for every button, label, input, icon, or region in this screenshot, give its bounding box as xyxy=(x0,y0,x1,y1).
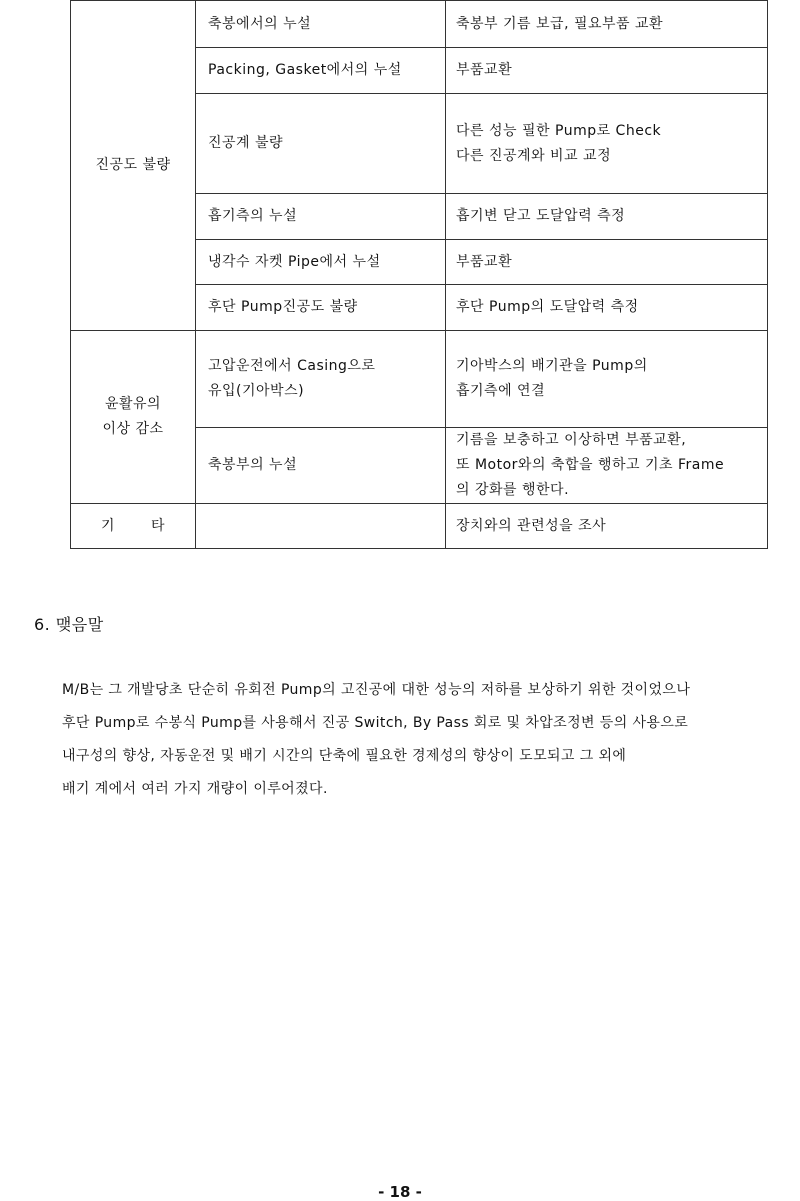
cause-cell xyxy=(196,285,446,331)
category-cell xyxy=(71,1,196,331)
cell-text-line: 진공계 불량 xyxy=(208,135,284,151)
category-cell xyxy=(71,331,196,504)
remedy-cell xyxy=(446,331,768,428)
table-row xyxy=(71,1,768,48)
cell-text-line: 진공도 불량 xyxy=(95,157,171,173)
cell-text-line: 다른 성능 필한 Pump로 Check xyxy=(456,122,662,139)
cell-text-line: 축봉부의 누설 xyxy=(208,457,298,473)
remedy-cell xyxy=(446,240,768,285)
cell-text-line: 고압운전에서 Casing으로 xyxy=(208,358,376,374)
remedy-cell xyxy=(446,194,768,240)
remedy-cell xyxy=(446,94,768,194)
paragraph-line: 내구성의 향상, 자동운전 및 배기 시간의 단축에 필요한 경제성의 향상이 도모되고 그 외에 xyxy=(62,748,627,764)
cause-cell xyxy=(196,94,446,194)
remedy-cell xyxy=(446,285,768,331)
category-char: 기 xyxy=(100,517,115,534)
section-title: 6. 맺음말 xyxy=(34,615,104,634)
cell-text-line: 후단 Pump진공도 불량 xyxy=(208,299,358,315)
table-row xyxy=(71,331,768,428)
conclusion-paragraph xyxy=(62,678,800,810)
cell-text-line: 냉각수 자켓 Pipe에서 누설 xyxy=(208,253,381,270)
cause-cell xyxy=(196,504,446,549)
cause-cell xyxy=(196,1,446,48)
cell-text-line: 다른 진공계와 비교 교정 xyxy=(456,147,612,164)
cell-text-line: 흡기변 닫고 도달압력 측정 xyxy=(456,208,626,224)
page-number: - 18 - xyxy=(378,1183,422,1201)
table-row xyxy=(71,504,768,549)
troubleshooting-table xyxy=(70,0,768,549)
remedy-cell xyxy=(446,504,768,549)
cell-text-line: 축봉부 기름 보급, 필요부품 교환 xyxy=(456,15,664,32)
cell-text-line: 유입(기아박스) xyxy=(208,383,305,399)
cause-cell xyxy=(196,194,446,240)
category-char: 타 xyxy=(151,517,166,534)
cell-text-line: 흡기측의 누설 xyxy=(208,208,298,224)
cell-text-line: 또 Motor와의 축합을 행하고 기초 Frame xyxy=(456,457,725,473)
cell-text-line: 후단 Pump의 도달압력 측정 xyxy=(456,299,639,315)
cause-cell xyxy=(196,331,446,428)
remedy-cell xyxy=(446,428,768,504)
cell-text-line: 윤활유의 xyxy=(104,396,162,412)
cell-text-line: 기름을 보충하고 이상하면 부품교환, xyxy=(456,432,687,448)
cell-text-line: 부품교환 xyxy=(456,253,513,270)
cell-text-line: 부품교환 xyxy=(456,62,513,78)
paragraph-line: 배기 계에서 여러 가지 개량이 이루어졌다. xyxy=(62,781,328,797)
paragraph-line: 후단 Pump로 수봉식 Pump를 사용해서 진공 Switch, By Pass 회로 및 차압조정변 등의 사용으로 xyxy=(62,715,689,731)
cause-cell xyxy=(196,240,446,285)
cell-text-line: 의 강화를 행한다. xyxy=(456,482,570,498)
cell-text-line: 흡기측에 연결 xyxy=(456,383,546,399)
cell-text-line: 장치와의 관련성을 조사 xyxy=(456,517,607,534)
cell-text-line: Packing, Gasket에서의 누설 xyxy=(208,62,402,78)
cell-text-line: 축봉에서의 누설 xyxy=(208,15,312,32)
category-cell xyxy=(71,504,196,549)
category-spread xyxy=(71,514,195,539)
cell-text-line: 이상 감소 xyxy=(102,421,164,437)
cell-text-line: 기아박스의 배기관을 Pump의 xyxy=(456,358,648,374)
paragraph-line: M/B는 그 개발당초 단순히 유회전 Pump의 고진공에 대한 성능의 저하를 보상하기 위한 것이었으나 xyxy=(62,682,691,698)
cause-cell xyxy=(196,48,446,94)
remedy-cell xyxy=(446,48,768,94)
remedy-cell xyxy=(446,1,768,48)
cause-cell xyxy=(196,428,446,504)
